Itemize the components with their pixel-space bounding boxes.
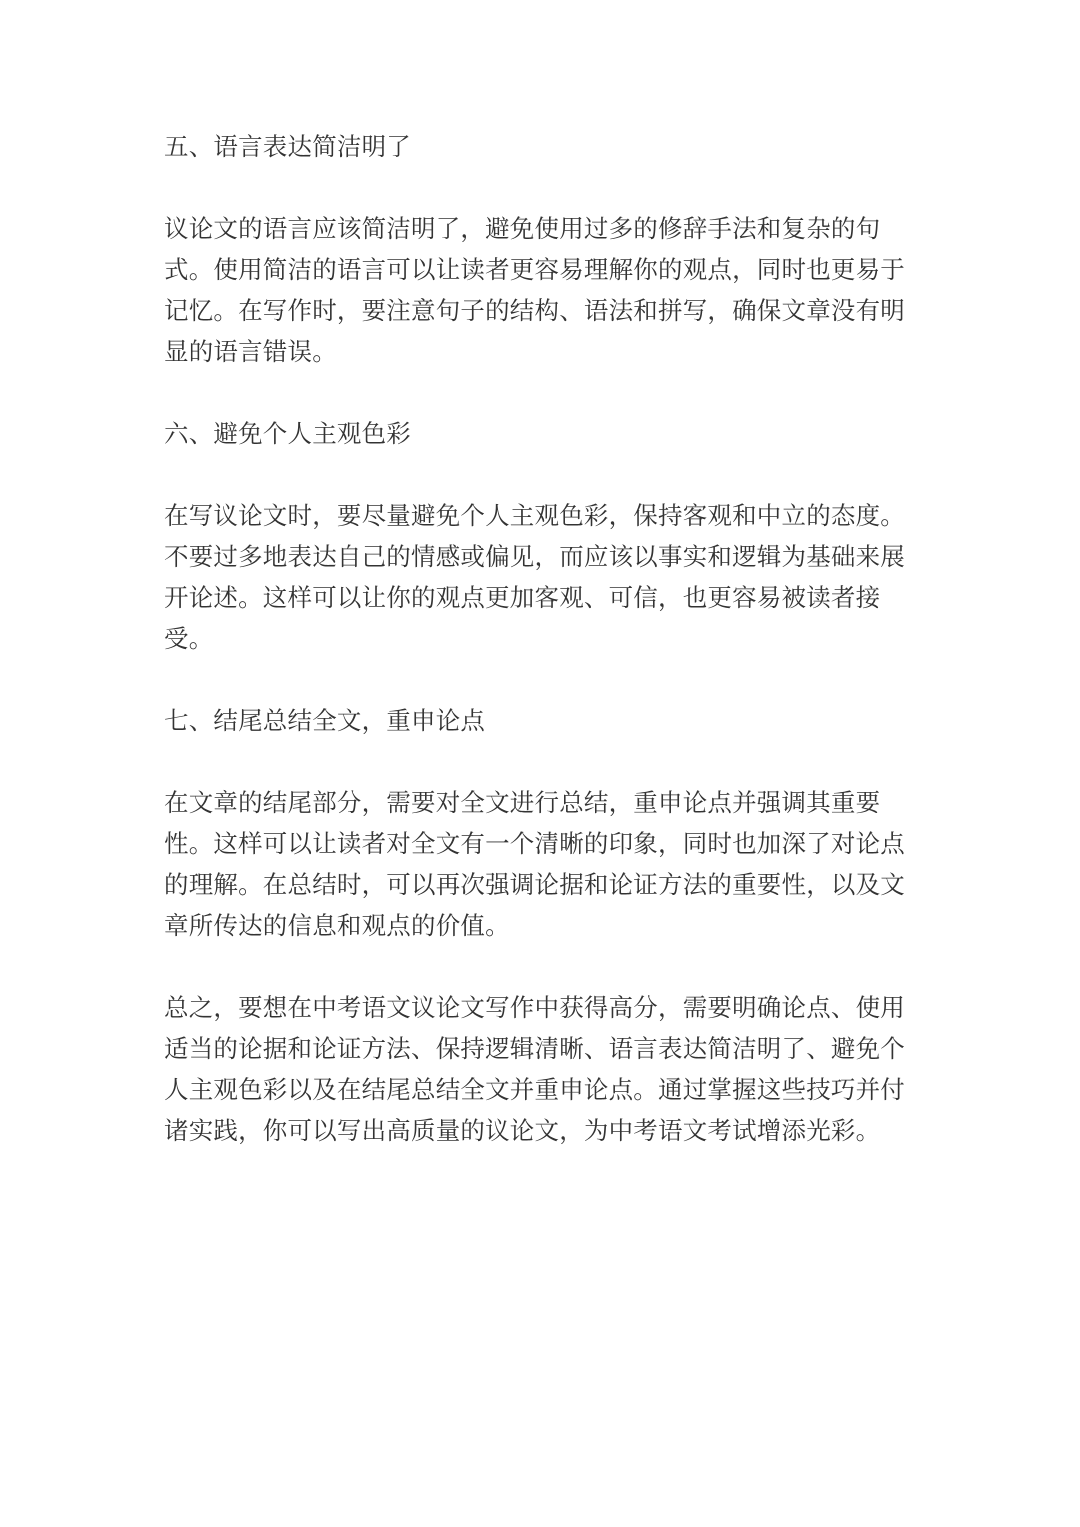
spacer (164, 372, 924, 413)
section-heading-5: 五、语言表达简洁明了 (164, 132, 411, 161)
spacer (164, 946, 924, 987)
section-paragraph-7: 在文章的结尾部分，需要对全文进行总结，重申论点并强调其重要性。这样可以让读者对全文有一个清晰的印象，同时也加深了对论点的理解。在总结时，可以再次强调论据和论证方法的重要性，以及文章所传达的信息和观点的价值。 (164, 788, 905, 940)
section-heading-7: 七、结尾总结全文，重申论点 (164, 706, 486, 735)
spacer (164, 454, 924, 495)
spacer (164, 167, 924, 208)
spacer (164, 659, 924, 700)
conclusion-paragraph: 总之，要想在中考语文议论文写作中获得高分，需要明确论点、使用适当的论据和论证方法、保持逻辑清晰、语言表达简洁明了、避免个人主观色彩以及在结尾总结全文并重申论点。通过掌握这些技巧并付诸实践，你可以写出高质量的议论文，为中考语文考试增添光彩。 (164, 993, 905, 1145)
spacer (164, 741, 924, 782)
article-body (164, 126, 924, 1151)
section-paragraph-6: 在写议论文时，要尽量避免个人主观色彩，保持客观和中立的态度。不要过多地表达自己的情感或偏见，而应该以事实和逻辑为基础来展开论述。这样可以让你的观点更加客观、可信，也更容易被读者接受。 (164, 501, 905, 653)
section-paragraph-5: 议论文的语言应该简洁明了，避免使用过多的修辞手法和复杂的句式。使用简洁的语言可以让读者更容易理解你的观点，同时也更易于记忆。在写作时，要注意句子的结构、语法和拼写，确保文章没有明显的语言错误。 (164, 214, 905, 366)
section-heading-6: 六、避免个人主观色彩 (164, 419, 411, 448)
